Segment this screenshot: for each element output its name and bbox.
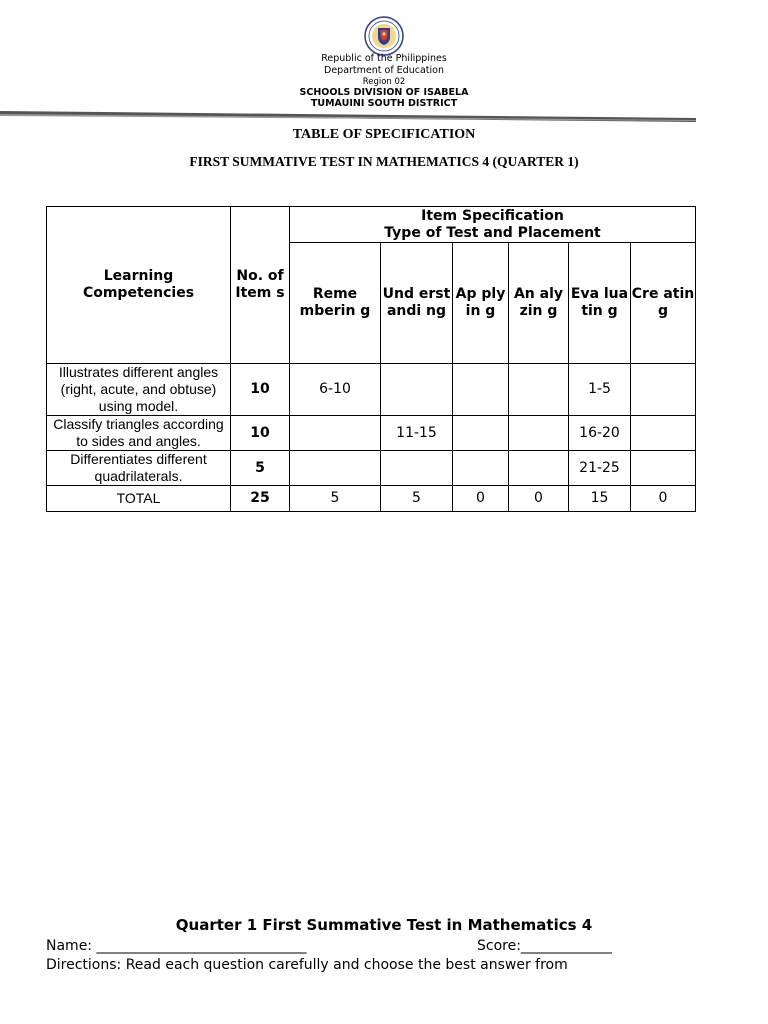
score-line: Score:_____________ [477,938,612,954]
header-learning-competencies: Learning Competencies [47,207,231,364]
understanding-cell [381,364,453,416]
header-region: Region 02 [362,77,406,87]
table-row [47,451,696,486]
creating-cell [631,451,696,486]
total-creating: 0 [631,486,696,512]
understanding-cell [381,451,453,486]
header-republic: Republic of the Philippines [321,53,447,64]
type-of-test-label: Type of Test and Placement [384,224,601,241]
total-analyzing: 0 [509,486,569,512]
total-label: TOTAL [47,486,231,512]
header-department: Department of Education [324,65,444,76]
items-cell: 5 [231,451,290,486]
table-row [47,364,696,416]
table-row [47,416,696,451]
total-row [47,486,696,512]
total-applying: 0 [453,486,509,512]
header-district: TUMAUINI SOUTH DISTRICT [310,98,458,109]
specification-table [46,206,696,512]
evaluating-cell: 1-5 [569,364,631,416]
name-line: Name: ______________________________ [46,938,307,954]
analyzing-cell [509,451,569,486]
header-division: SCHOOLS DIVISION OF ISABELA [299,87,469,98]
applying-cell [453,416,509,451]
header-applying: Ap ply in g [453,243,509,364]
header-divider [0,110,696,124]
creating-cell [631,364,696,416]
total-evaluating: 15 [569,486,631,512]
header-remembering: Reme mberin g [290,243,381,364]
item-specification-label: Item Specification [421,207,564,224]
header-analyzing: An aly zin g [509,243,569,364]
applying-cell [453,451,509,486]
competency-cell: Illustrates different angles (right, acute, and obtuse) using model. [47,364,231,416]
analyzing-cell [509,364,569,416]
header-evaluating: Eva lua tin g [569,243,631,364]
header-understanding: Und erst andi ng [381,243,453,364]
test-title: Quarter 1 First Summative Test in Mathematics 4 [175,916,593,934]
evaluating-cell: 21-25 [569,451,631,486]
header-no-of-items: No. of Item s [231,207,290,364]
page-subtitle: FIRST SUMMATIVE TEST IN MATHEMATICS 4 (QUARTER 1) [189,154,579,169]
items-cell: 10 [231,416,290,451]
competency-cell: Classify triangles according to sides and angles. [47,416,231,451]
remembering-cell [290,451,381,486]
total-understanding: 5 [381,486,453,512]
applying-cell [453,364,509,416]
header-creating: Cre atin g [631,243,696,364]
competency-cell: Differentiates different quadrilaterals. [47,451,231,486]
items-cell: 10 [231,364,290,416]
evaluating-cell: 16-20 [569,416,631,451]
total-items-cell: 25 [231,486,290,512]
total-remembering: 5 [290,486,381,512]
page-title: TABLE OF SPECIFICATION [292,127,476,142]
header-item-specification [290,207,696,243]
directions-text: Directions: Read each question carefully and choose the best answer from [46,957,568,973]
analyzing-cell [509,416,569,451]
understanding-cell: 11-15 [381,416,453,451]
remembering-cell [290,416,381,451]
creating-cell [631,416,696,451]
deped-seal-icon [364,16,404,56]
remembering-cell: 6-10 [290,364,381,416]
